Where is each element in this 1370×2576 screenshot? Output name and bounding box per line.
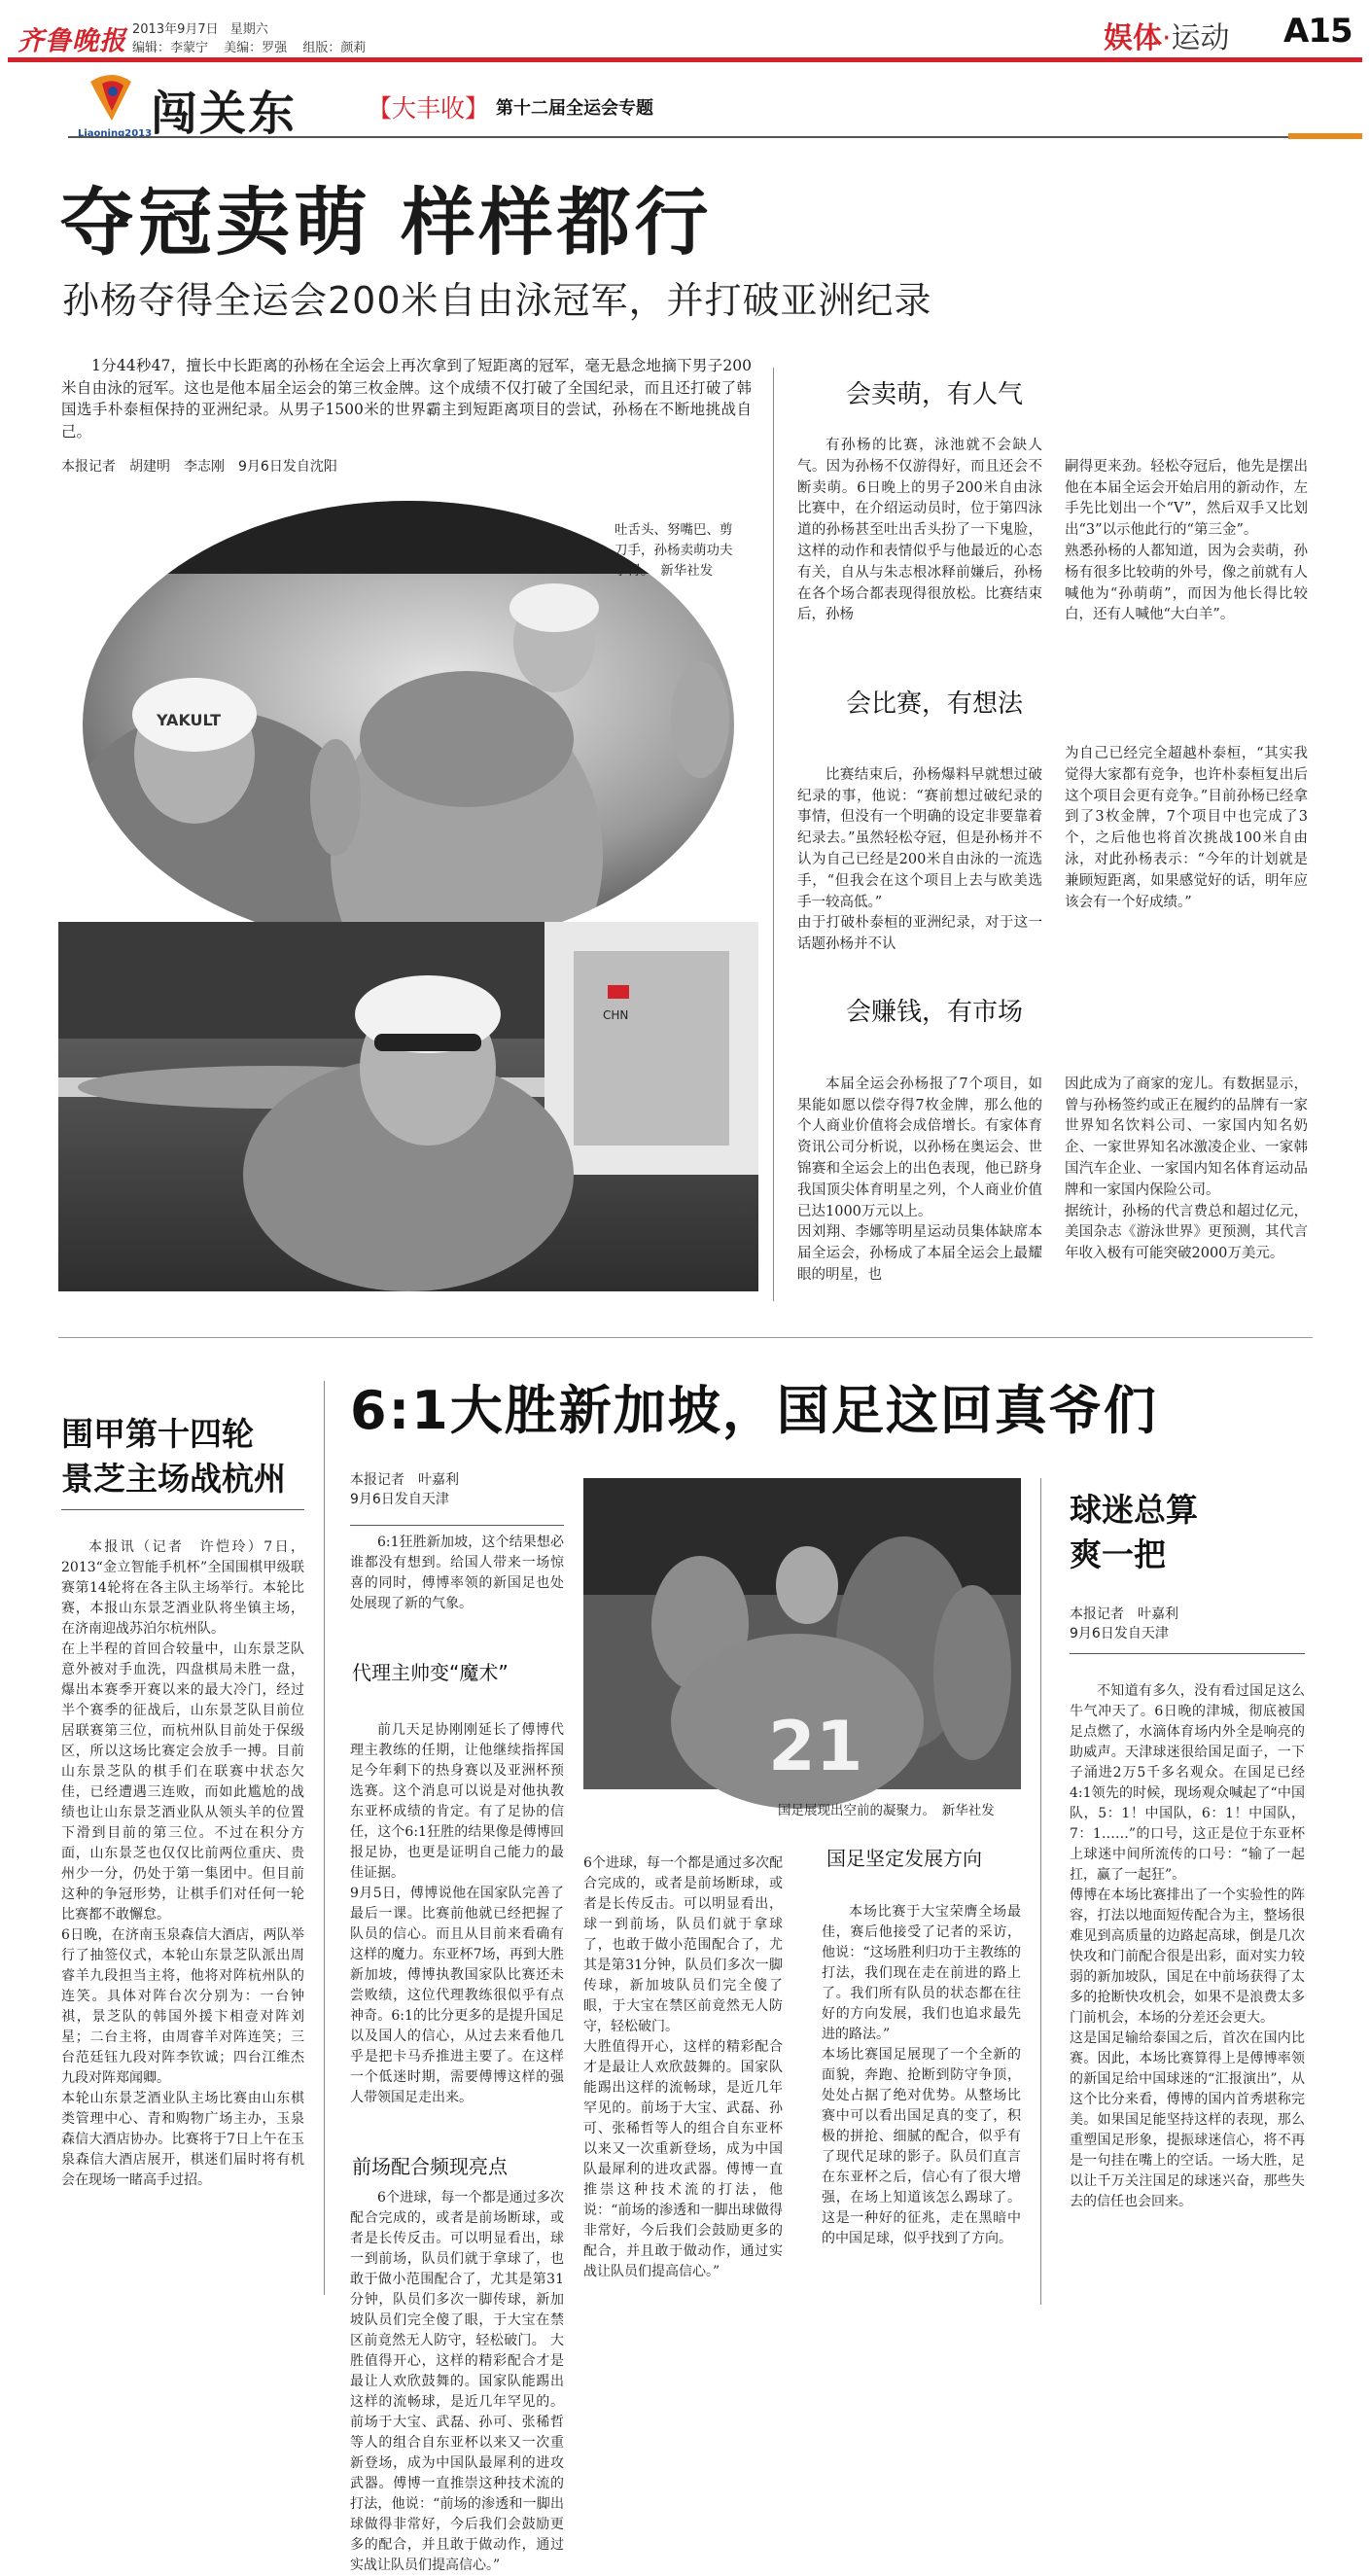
a1-sec3-col2 [1065, 1053, 1308, 1287]
a3-sec2-col2-text: 6个进球，每一个都是通过多次配合完成的，或者是前场断球，或者是长传反击。可以明显看出，球一到前场，队员们就于拿球了，也敢于做小范围配合了，尤其是第31分钟，队员们多次一脚传球，新加坡队员们完全傻了眼，于大宝在禁区前竟然无人防守，轻松破门。 大胜值得开心，这样的精彩配合才是最让人欢欣鼓舞的。国家队能踢出这样的流畅球，是近几年罕见的。前场于大宝、武磊、孙可、张稀哲等人的组合自东亚杯以来又一次重新登场，成为中国队最犀利的进攻武器。傅博一直推崇这种技术流的打法，他说：“前场的渗透和一脚出球做得非常好，今后我们会鼓励更多的配合，并且敢于做动作，通过实战让队员们提高信心。” [583, 1855, 783, 2279]
a3-sec1-title: 代理主帅变“魔术” [352, 1661, 509, 1684]
a1-sec1-col1-text: 有孙杨的比赛，泳池就不会缺人气。因为孙杨不仅游得好，而且还会不断卖萌。6日晚上的男子200米自由泳比赛中，在介绍运动员时，位于第四泳道的孙杨甚至吐出舌头扮了一下鬼脸，这样的动作和表情似乎与他最近的心态有关，自从与朱志根冰释前嫌后，孙杨在各个场合都表现得很放松。比赛结束后，孙杨 [797, 438, 1042, 623]
paper-name-logo: 齐鲁晚报 [18, 26, 126, 56]
a3-sec2-title: 前场配合频现亮点 [352, 2155, 508, 2178]
article3-intro-text: 6:1狂胜新加坡，这个结果想必谁都没有想到。给国人带来一场惊喜的同时，傅博率领的新国足也处处展现了新的气象。 [350, 1535, 564, 1611]
art-editor-text: 美编：罗强 [224, 41, 288, 55]
article2-body [61, 1517, 304, 2211]
article3-byline-rule [350, 1525, 564, 1526]
article3-intro [350, 1533, 564, 1614]
banner [0, 66, 1370, 144]
section-main: 娱体 [1104, 21, 1162, 55]
article4-body [1070, 1661, 1305, 2233]
photo-jersey-number: 21 [768, 1707, 863, 1786]
column-tag: 【大丰收】 [368, 94, 490, 123]
column-title: 闯关东 [151, 87, 298, 141]
a1-sec3-col1-text: 本届全运会孙杨报了7个项目，如果能如愿以偿夺得7枚金牌，那么他的个人商业价值将会成倍增长。有家体育资讯公司分析说，以孙杨在奥运会、世锦赛和全运会上的出色表现，他已跻身我国顶尖体育明星之列，个人商业价值已达1000万元以上。 因刘翔、李娜等明星运动员集体缺席本届全运会，孙杨成了本届全运会上最耀眼的明星，也 [797, 1076, 1042, 1283]
issue-date [132, 18, 268, 37]
proof-text: 组版：颜莉 [302, 41, 367, 55]
a3-sec3-title: 国足坚定发展方向 [826, 1847, 982, 1870]
editor-text: 编辑：李蒙宁 [132, 41, 209, 55]
a1-sec2-col2 [1065, 744, 1308, 913]
a3-sec3-body-text: 本场比赛于大宝荣膺全场最佳，赛后他接受了记者的采访，他说：“这场胜利归功于主教练的打法，我们现在走在前进的路上了。我们所有队员的状态都在往好的方向发展，我们也追求最先进的路法。” 本场比赛国足展现了一个全新的面貌，奔跑、抢断到防守争顶，处处占据了绝对优势。从整场比赛中可以看出国足真的变了，积极的拼抢、细腻的配合，似乎有了现代足球的影子。队员们直言在东亚杯之后，信心有了很大增强，在场上知道该怎么踢球了。这是一种好的征兆，走在黑暗中的中国足球，似乎找到了方向。 [822, 1904, 1021, 2246]
section-dot: · [1162, 21, 1172, 55]
article3-byline: 本报记者 叶嘉利 9月6日发自天津 [350, 1472, 459, 1507]
a3-sec1-body-text: 前几天足协刚刚延长了傅博代理主教练的任期，让他继续指挥国足今年剩下的热身赛以及亚洲杯预选赛。这个消息可以说是对他执教东亚杯成绩的肯定。有了足协的信任，这个6:1狂胜的结果像是傅博回报足协，也更是证明自己能力的最佳证据。 9月5日，傅博说他在国家队完善了最后一课。比赛前他就已经把握了队员的信心。而且从目前来看确有这样的魔力。东亚杯7场，再到大胜新加坡，傅博执教国家队比赛还未尝败绩，这位代理教练很似乎有点神奇。6:1的比分更多的是提升国足以及国人的信心，从过去来看他几乎是把卡马乔推进主要了。在这样一个低迷时期，需要傅博这样的强人带领国足走出来。 [350, 1722, 564, 2105]
cap-country-text: CHN [603, 1008, 629, 1022]
a1-sec3-col1 [797, 1053, 1042, 1308]
a1-sec1-title: 会卖萌，有人气 [846, 380, 1024, 409]
a1-sec1-col2 [1065, 436, 1308, 648]
photo3-svg [583, 1478, 1021, 1789]
article4-byline: 本报记者 叶嘉利 9月6日发自天津 [1070, 1606, 1178, 1641]
a3-sec2-col2 [583, 1833, 783, 2310]
a1-sec2-col1-text: 比赛结束后，孙杨爆料早就想过破纪录的事，他说：“赛前想过破纪录的事情，但没有一个明确的设定非要靠着纪录去。”虽然轻松夺冠，但是孙杨并不认为自己已经是200米自由泳的一流选手，“但我会在这个项目上去与欧美选手一较高低。” 由于打破朴泰桓的亚洲纪录，对于这一话题孙杨并不认 [797, 766, 1042, 953]
weekday-text: 星期六 [229, 22, 268, 37]
section-label [1104, 14, 1230, 56]
a1-sec3-title: 会赚钱，有市场 [846, 998, 1024, 1027]
photo1-caption: 吐舌头、努嘴巴、剪刀手，孙杨卖萌功夫了得。 新华社发 [615, 522, 733, 579]
a1-sec1-col1 [797, 436, 1042, 626]
article3-headline: 6:1大胜新加坡，国足这回真爷们 [350, 1380, 1158, 1441]
article1-subhead: 孙杨夺得全运会200米自由泳冠军，并打破亚洲纪录 [62, 279, 932, 322]
lead-text: 1分44秒47，擅长中长距离的孙杨在全运会上再次拿到了短距离的冠军，毫无悬念地摘下男子200米自由泳的冠军。这也是他本届全运会的第三枚金牌。这个成绩不仅打破了全国纪录，而且还打破了韩国选手朴泰桓保持的亚洲纪录。从男子1500米的世界霸主到短距离项目的尝试，孙杨在不断地挑战自己。 [61, 357, 752, 441]
article4-headline: 球迷总算 爽一把 [1070, 1491, 1198, 1573]
article2-headline: 围甲第十四轮 景芝主场战杭州 [61, 1415, 286, 1498]
a1-sec2-col1 [797, 744, 1042, 977]
section-divider [58, 1337, 1313, 1338]
masthead [0, 0, 1370, 58]
photo3-caption: 国足展现出空前的凝聚力。 新华社发 [778, 1803, 995, 1818]
article4-divider [1040, 1478, 1041, 2305]
section-sub: 运动 [1171, 21, 1230, 55]
photo2-svg [58, 922, 758, 1291]
article2-divider [324, 1381, 325, 2295]
article4-byline-rule [1070, 1653, 1305, 1654]
a1-sec2-title: 会比赛，有想法 [846, 689, 1024, 719]
article1-lead [61, 355, 752, 442]
photo-sunyang-pool [58, 922, 758, 1291]
a1-sec1-col2-text: 嗣得更来劲。轻松夺冠后，他先是摆出他在本届全运会开始启用的新动作，左手先比划出一个“V”，然后双手又比划出“3”以示他此行的“第三金”。 熟悉孙杨的人都知道，因为会卖萌，孙杨有很多比较萌的外号，像之前就有人喊他为“孙萌萌”，而因为他长得比较白，还有人喊他“大白羊”。 [1065, 458, 1308, 623]
page-number: A15 [1283, 12, 1352, 51]
article2-body-text: 本报讯（记者 许恺玲）7日，2013“金立智能手机杯”全国围棋甲级联赛第14轮将在各主队主场举行。本轮比赛，本报山东景芝酒业队将坐镇主场，在济南迎战苏泊尔杭州队。 在上半程的首回合较量中，山东景芝队意外被对手血洗，四盘棋局未胜一盘，爆出本赛季开赛以来的最大冷门，经过半个赛季的征战后，山东景芝队目前位居联赛第三位，而杭州队目前处于保级区，所以这场比赛定会放手一搏。目前山东景芝队的棋手们在联赛中状态欠佳，已经遭遇三连败，而如此尴尬的战绩也让山东景芝酒业队从领头羊的位置下滑到目前的第三位。不过在积分方面，山东景芝也仅仅比前两位重庆、贵州少一分，仍处于第一集团中。但目前这种的争冠形势，让棋手们对任何一轮比赛都不敢懈怠。 6日晚，在济南玉泉森信大酒店，两队举行了抽签仪式，本轮山东景芝队派出周睿羊九段担当主将，他将对阵杭州队的连笑。具体对阵台次分别为：一台钟祺，景芝队的韩国外援卞相壹对阵刘星；二台主将，由周睿羊对阵连笑；三台范廷钰九段对阵李钦诚；四台江维杰九段对阵郑闻卿。 本轮山东景芝酒业队主场比赛由山东棋类管理中心、青和购物广场主办，玉泉森信大酒店协办。比赛将于7日上午在玉泉森信大酒店展开，棋迷们届时将有机会在现场一睹高手过招。 [61, 1539, 304, 2188]
photo-national-team [583, 1478, 1021, 1789]
masthead-rule-red [8, 57, 1362, 62]
a1-sec3-col2-text: 因此成为了商家的宠儿。有数据显示，曾与孙杨签约或正在履约的品牌有一家世界知名饮料公司、一家国内知名奶企、一家世界知名冰激凌企业、一家韩国汽车企业、一家国内知名体育运动品牌和一家国内保险公司。 据统计，孙杨的代言费总和超过亿元，美国杂志《游泳世界》更预测，其代言年收入极有可能突破2000万美元。 [1065, 1076, 1308, 1262]
article2-rule [61, 1509, 304, 1510]
editor-credits [132, 37, 366, 55]
article4-body-text: 不知道有多久，没有看过国足这么牛气冲天了。6日晚的津城，彻底被国足点燃了，水滴体育场内外全是响亮的助威声。天津球迷很给国足面子，一下子涌进2万5千多名观众。在国足已经4:1领先的时候，现场观众喊起了“中国队，5：1！中国队，6：1！中国队，7：1……”的口号，这正是位于东亚杯上球迷中间所流传的口号：“输了一起扛，赢了一起狂”。 傅博在本场比赛排出了一个实验性的阵容，打法以地面短传配合为主，整场很难见到高质量的边路起高球，倒是几次快攻和门前配合很是出彩，面对实力较弱的新加坡队，国足在中前场获得了太多的抢断快攻机会，如果不是浪费太多门前机会，本场的分差还会更大。 这是国足输给泰国之后，首次在国内比赛。因此，本场比赛算得上是傅博率领的新国足给中国球迷的“汇报演出”，从这个比分来看，傅博的国内首秀堪称完美。如果国足能坚持这样的表现，那么重塑国足形象，提振球迷信心，将不再是一句挂在嘴上的空话。一场大胜，足以让千万关注国足的球迷兴奋，那些失去的信任也会回来。 [1070, 1683, 1305, 2209]
cap-text: YAKULT [157, 711, 222, 729]
banner-tail [1288, 133, 1362, 139]
column-topic: 第十二届全运会专题 [496, 98, 653, 119]
logo-caption: Liaoning2013 [78, 128, 153, 139]
article1-right-divider [773, 368, 774, 1301]
a3-sec1-body [350, 1700, 564, 2129]
a3-sec3-body [822, 1882, 1021, 2270]
a3-sec2-col1-text: 6个进球，每一个都是通过多次配合完成的，或者是前场断球，或者是长传反击。可以明显看出，球一到前场，队员们就于拿球了，也敢于做小范围配合了，尤其是第31分钟，队员们多次一脚传球，新加坡队员们完全傻了眼，于大宝在禁区前竟然无人防守，轻松破门。 大胜值得开心，这样的精彩配合才是最让人欢欣鼓舞的。国家队能踢出这样的流畅球，是近几年罕见的。前场于大宝、武磊、孙可、张稀哲等人的组合自东亚杯以来又一次重新登场，成为中国队最犀利的进攻武器。傅博一直推崇这种技术流的打法，他说：“前场的渗透和一脚出球做得非常好，今后我们会鼓励更多的配合，并且敢于做动作，通过实战让队员们提高信心。” [350, 2190, 564, 2573]
a1-sec2-col2-text: 为自己已经完全超越朴泰桓，“其实我觉得大家都有竞争，也许朴泰桓复出后这个项目会更有竞争。”目前孙杨已经拿到了3枚金牌，7个项目中也完成了3个，之后他也将首次挑战100米自由泳，对此孙杨表示：“今年的计划就是兼顾短距离，如果感觉好的话，明年应该会有一个好成绩。” [1065, 746, 1308, 910]
games-logo [83, 72, 143, 128]
banner-rule [68, 136, 1288, 138]
article1-byline: 本报记者 胡建明 李志刚 9月6日发自沈阳 [61, 459, 337, 475]
article1-headline: 夺冠卖萌 样样都行 [60, 179, 713, 265]
date-text: 2013年9月7日 [132, 22, 219, 37]
a3-sec2-col1 [350, 2188, 564, 2573]
games-logo-mark [83, 72, 143, 128]
